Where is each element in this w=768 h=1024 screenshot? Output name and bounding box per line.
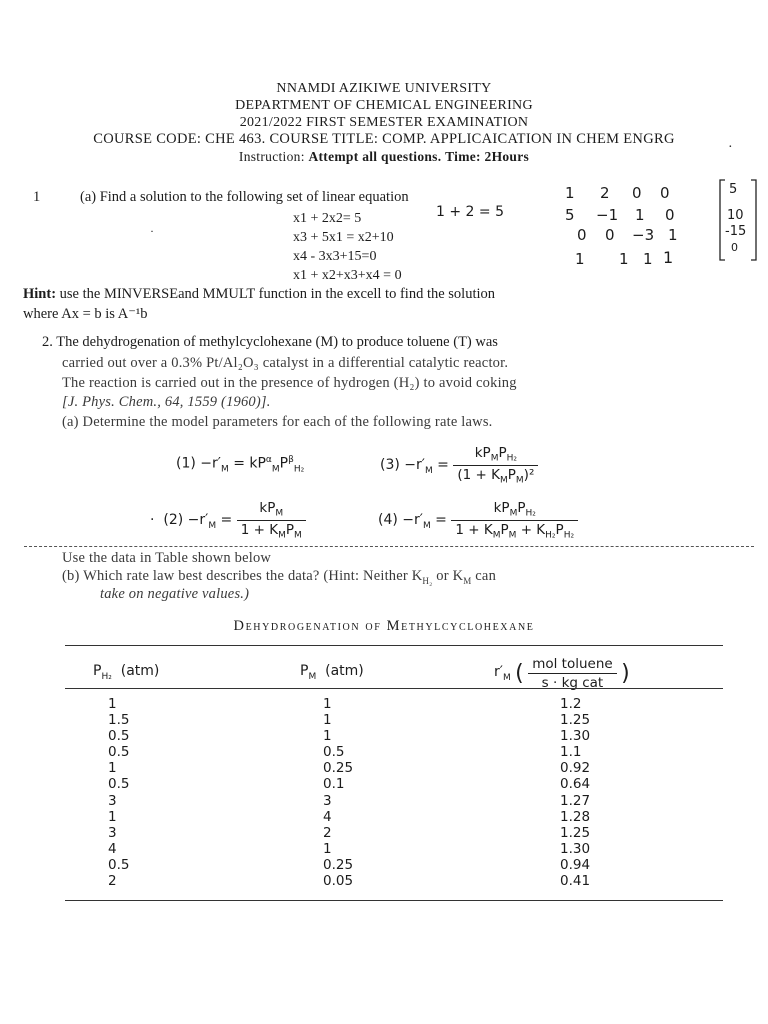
equation-1: x1 + 2x2= 5 xyxy=(293,211,362,226)
matrix-cell: 1 xyxy=(619,250,629,268)
column-header-rate-unit xyxy=(528,656,616,691)
university-name: NNAMDI AZIKIWE UNIVERSITY xyxy=(276,81,492,96)
question-2-intro: 2. The dehydrogenation of methylcyclohexane (M) to produce toluene (T) was xyxy=(42,334,498,350)
cell-p-m: 0.5 xyxy=(323,744,345,761)
column-p-m-values xyxy=(323,696,353,889)
rate-law-3: $(3) -r'_M$ = $\frac{kP_MP_{H_2}}{(1 + K_MP_M)^2}$ xyxy=(380,445,538,485)
cell-p-m: 1 xyxy=(323,728,332,745)
cell-p-m: 1 xyxy=(323,696,332,712)
rate-law-1-label: (1) xyxy=(176,455,196,472)
exam-session: 2021/2022 FIRST SEMESTER EXAMINATION xyxy=(239,115,529,130)
column-header-p-m: $P_M$ (atm) xyxy=(300,663,364,682)
handwritten-side-note: 1 + 2 = 5 xyxy=(436,204,504,220)
matrix-cell: 0 xyxy=(660,184,670,202)
column-header-p-h2: $P_{H_2}$ (atm) xyxy=(93,663,160,682)
cell-p-m: 0.05 xyxy=(323,873,354,890)
vector-entry: 0 xyxy=(731,241,738,254)
rate-law-3-numerator: kP xyxy=(474,445,491,461)
matrix-cell: 1 xyxy=(635,206,645,224)
table-title: Dehydrogenation of Methylcyclohexane xyxy=(233,618,535,634)
matrix-cell: 1 xyxy=(668,226,678,244)
cell-p-h2: 3 xyxy=(108,824,117,841)
instruction-label: Instruction: xyxy=(238,149,305,164)
question-2b-part3: can xyxy=(475,568,497,584)
question-2b-text xyxy=(62,568,496,586)
cell-p-h2: 2 xyxy=(108,873,117,890)
table-top-rule xyxy=(65,645,723,646)
question-2-reference: [J. Phys. Chem., 64, 1559 (1960)]. xyxy=(62,394,271,410)
matrix-cell: −1 xyxy=(596,206,619,224)
subscript-m: M xyxy=(463,575,472,586)
matrix-cell: −3 xyxy=(632,226,655,244)
cell-rate: 1.2 xyxy=(560,696,582,712)
cell-p-m: 0.25 xyxy=(323,856,354,873)
matrix-cell: 1 xyxy=(663,248,674,267)
cell-p-m: 0.1 xyxy=(323,776,345,793)
hint-text: use the MINVERSEand MMULT function in the excell to find the solution xyxy=(59,286,496,302)
rate-law-4-denominator: 1 + K xyxy=(455,521,493,538)
cell-p-h2: 0.5 xyxy=(108,856,130,873)
hint-label: Hint: xyxy=(23,286,57,302)
rate-law-1-lhs: −r′ xyxy=(200,455,221,472)
cell-p-m: 1 xyxy=(323,712,332,729)
instruction-bold: Attempt all questions. xyxy=(308,149,442,164)
matrix-cell: 0 xyxy=(577,226,587,244)
cell-p-h2: 0.5 xyxy=(108,728,130,745)
equation-3: x4 - 3x3+15=0 xyxy=(293,249,377,264)
rate-law-2-fraction: $\frac{kP_M}{1 + K_MP_M}$ xyxy=(237,500,306,540)
question-1a-text: (a) Find a solution to the following set of linear equation xyxy=(80,189,409,205)
cell-rate: 1.25 xyxy=(560,712,591,729)
rate-law-3-denominator: (1 + K xyxy=(457,466,500,483)
matrix-cell: 0 xyxy=(665,206,675,224)
hint-line xyxy=(23,286,495,303)
cell-rate: 0.64 xyxy=(560,776,591,793)
stray-dot: · xyxy=(150,224,154,238)
question-2a-text: (a) Determine the model parameters for each of the following rate laws. xyxy=(62,414,493,430)
table-header-rule xyxy=(65,688,723,689)
rate-law-4: $(4) -r'_M$ = $\frac{kP_MP_{H_2}}{1 + K_MP_M + K_{H_2}P_{H_2}}$ xyxy=(378,500,578,540)
cell-rate: 1.30 xyxy=(560,840,591,857)
question-2-line3: The reaction is carried out in the presence of hydrogen (H₂) to avoid coking xyxy=(62,375,517,391)
cell-p-h2: 1 xyxy=(108,696,117,712)
vector-entry: 5 xyxy=(729,182,738,197)
cell-p-h2: 1.5 xyxy=(108,712,130,729)
rate-law-4-fraction: $\frac{kP_MP_{H_2}}{1 + K_MP_M + K_{H_2}P_{H_2}}$ xyxy=(451,500,578,540)
vector-entry: 10 xyxy=(727,208,744,223)
question-2b-part2: or K xyxy=(436,568,464,584)
cell-rate: 0.41 xyxy=(560,873,591,890)
where-line: where Ax = b is A⁻¹b xyxy=(23,306,148,322)
cell-p-h2: 1 xyxy=(108,808,117,825)
instruction-line xyxy=(0,148,768,165)
cell-p-m: 1 xyxy=(323,840,332,857)
cell-p-m: 2 xyxy=(323,824,332,841)
rate-law-4-numerator: kP xyxy=(493,500,510,516)
question-1-number: 1 xyxy=(33,189,41,205)
cell-rate: 0.94 xyxy=(560,856,591,873)
instruction-time: Time: 2Hours xyxy=(445,149,530,164)
subscript-h2: H₂ xyxy=(422,575,433,586)
use-data-line: Use the data in Table shown below xyxy=(62,550,272,566)
course-line: COURSE CODE: CHE 463. COURSE TITLE: COMP. APPLICAICATION IN CHEM ENGRG xyxy=(93,131,675,147)
rate-law-2: · $(2) -r'_M$ = $\frac{kP_M}{1 + K_MP_M}$ xyxy=(150,500,306,540)
handwritten-matrix xyxy=(555,184,715,276)
cell-p-h2: 0.5 xyxy=(108,744,130,761)
cell-rate: 1.28 xyxy=(560,808,591,825)
column-header-p-h2-unit: (atm) xyxy=(120,663,160,679)
rate-law-1: $(1) -r'_M = kP^\alpha_MP^\beta_{H_2}$ xyxy=(176,455,305,475)
question-2b-line2: take on negative values.) xyxy=(100,586,250,602)
cell-p-h2: 3 xyxy=(108,792,117,809)
cell-p-m: 0.25 xyxy=(323,760,354,777)
rate-law-1-rhs: = kP xyxy=(233,455,266,472)
matrix-cell: 1 xyxy=(565,184,575,202)
cell-p-h2: 1 xyxy=(108,760,117,777)
column-header-rate: $r'_M$ ( $\frac{\text{mol toluene}}{\text{s · kg cat}}$ ) xyxy=(494,656,630,691)
equation-2: x3 + 5x1 = x2+10 xyxy=(293,230,394,245)
rate-law-2-denominator: 1 + K xyxy=(240,521,279,538)
cell-rate: 1.27 xyxy=(560,792,591,809)
cell-p-m: 4 xyxy=(323,808,332,825)
department-name: DEPARTMENT OF CHEMICAL ENGINEERING xyxy=(235,98,533,113)
exam-header xyxy=(0,80,768,165)
question-2-line2: carried out over a 0.3% Pt/Al₂O₃ catalyst in a differential catalytic reactor. xyxy=(62,355,509,371)
page-divider xyxy=(24,546,754,547)
cell-p-h2: 0.5 xyxy=(108,776,130,793)
vector-entry: -15 xyxy=(725,224,747,239)
rate-law-2-label: (2) xyxy=(163,512,184,529)
cell-rate: 1.30 xyxy=(560,728,591,745)
stray-mark: · xyxy=(728,140,733,155)
question-2b-part1: (b) Which rate law best describes the data? (Hint: Neither K xyxy=(62,568,423,584)
matrix-cell: 2 xyxy=(600,184,610,202)
rate-unit-numerator: mol toluene xyxy=(528,656,616,674)
rate-law-3-fraction: $\frac{kP_MP_{H_2}}{(1 + K_MP_M)^2}$ xyxy=(453,445,538,485)
column-header-p-m-unit: (atm) xyxy=(325,663,364,679)
matrix-cell: 5 xyxy=(565,206,575,224)
rate-unit-denominator: s · kg cat xyxy=(541,675,604,691)
column-p-h2-values xyxy=(108,696,129,889)
cell-p-m: 3 xyxy=(323,792,332,809)
rate-law-4-label: (4) xyxy=(378,512,398,529)
matrix-cell: 1 xyxy=(643,250,653,268)
rate-law-2-numerator: kP xyxy=(259,500,276,516)
rate-law-3-label: (3) xyxy=(380,457,400,474)
matrix-cell: 1 xyxy=(575,250,585,268)
table-bottom-rule xyxy=(65,900,723,901)
matrix-cell: 0 xyxy=(605,226,615,244)
cell-rate: 1.1 xyxy=(560,744,582,761)
equation-4: x1 + x2+x3+x4 = 0 xyxy=(293,268,402,283)
cell-rate: 0.92 xyxy=(560,760,591,777)
cell-rate: 1.25 xyxy=(560,824,591,841)
cell-p-h2: 4 xyxy=(108,840,117,857)
matrix-cell: 0 xyxy=(632,184,642,202)
column-rate-values xyxy=(560,696,590,889)
